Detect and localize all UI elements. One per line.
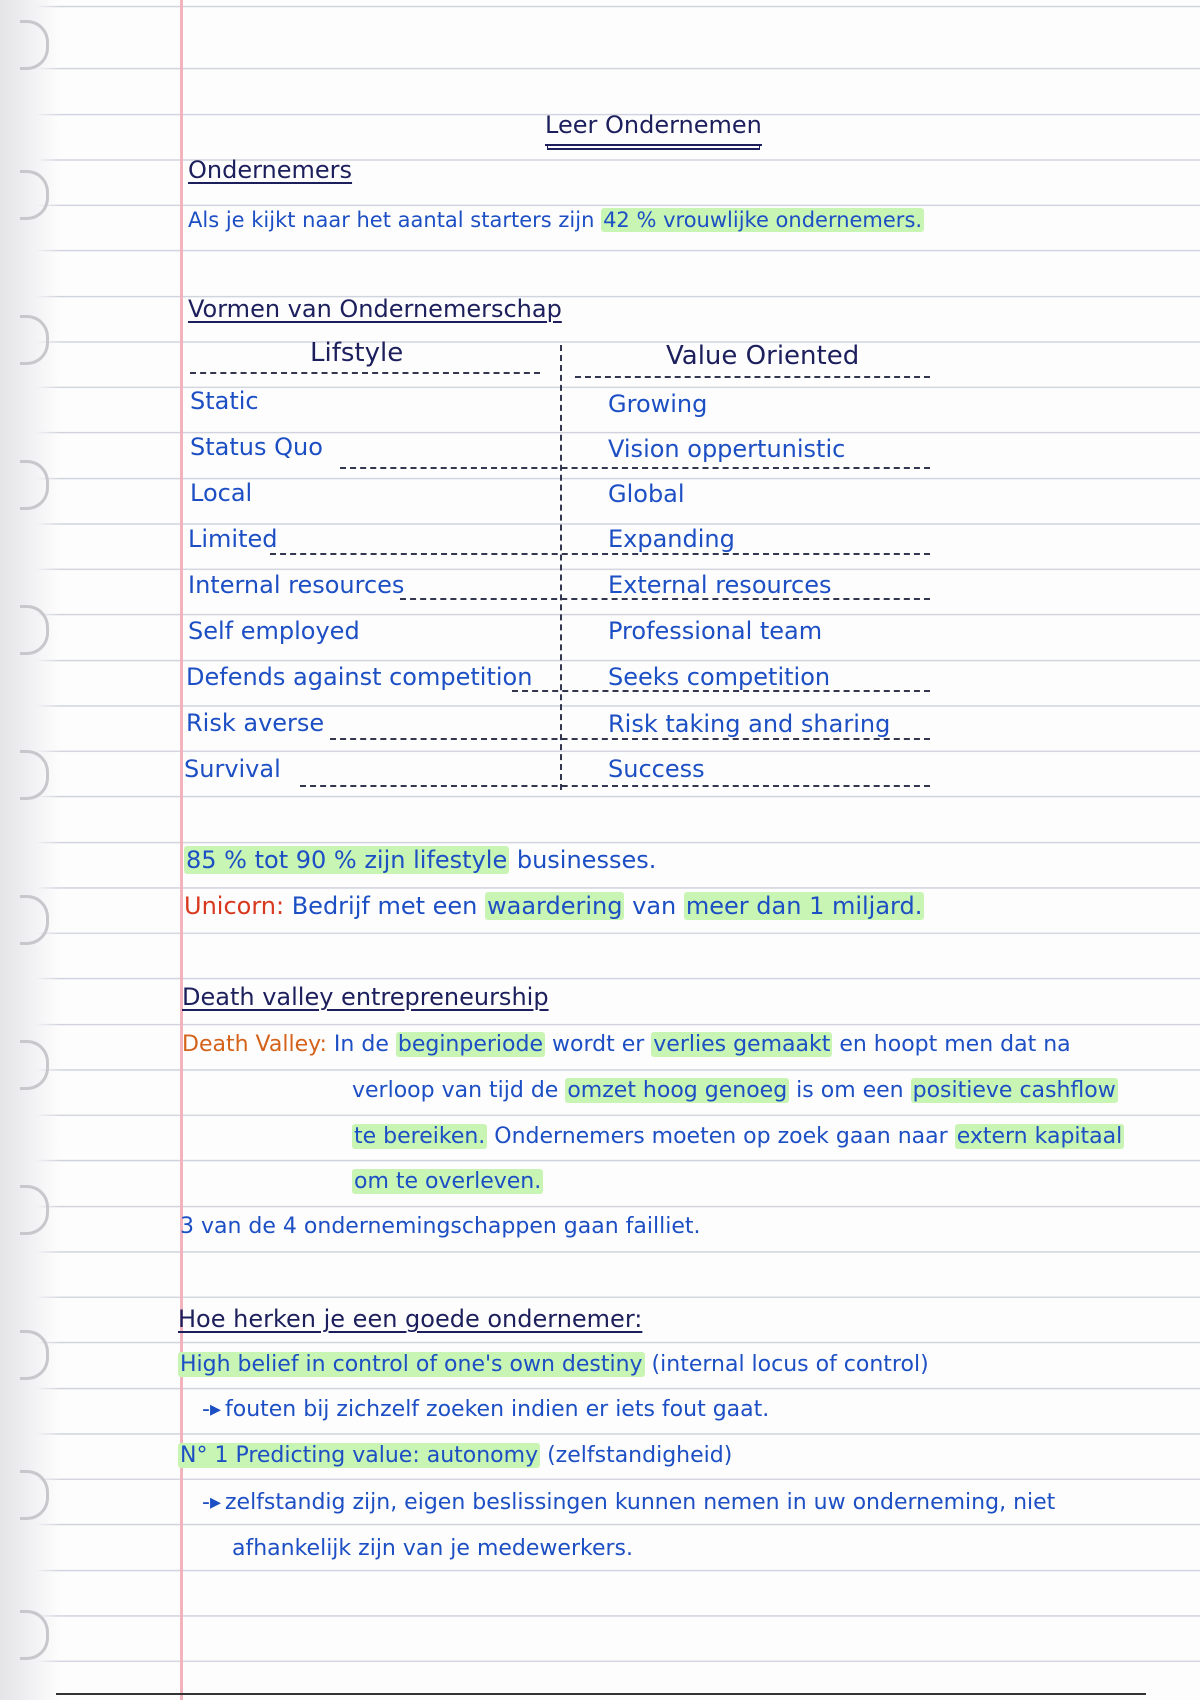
table-cell-right: External resources — [608, 571, 832, 599]
highlighted-text: verlies gemaakt — [653, 1032, 831, 1057]
text-segment: (internal locus of control) — [644, 1352, 929, 1377]
table-cell-right: Professional team — [608, 617, 823, 645]
text-line — [352, 1165, 543, 1199]
text-segment: Als je kijkt naar het aantal starters zijn — [188, 208, 602, 232]
table-cell-left: Internal resources — [188, 571, 405, 599]
highlighted-text: 85 % tot 90 % zijn lifestyle — [186, 846, 508, 874]
text-line: 3 van de 4 ondernemingschappen gaan failliet. — [180, 1214, 701, 1239]
highlighted-text: extern kapitaal — [956, 1124, 1123, 1149]
highlighted-text: 42 % vrouwlijke ondernemers. — [603, 208, 923, 232]
table-cell-left: Local — [190, 479, 253, 507]
table-cell-right: Global — [608, 480, 685, 508]
text-segment: businesses. — [509, 846, 657, 874]
heading-death-valley: Death valley entrepreneurship — [182, 983, 549, 1011]
highlighted-text: om te overleven. — [354, 1169, 542, 1194]
text-line — [178, 1348, 929, 1382]
text-segment: zelfstandig zijn, eigen beslissingen kunnen nemen in uw onderneming, niet — [224, 1490, 1056, 1515]
table-cell-left: Static — [190, 387, 259, 415]
text-segment: van — [624, 892, 684, 920]
highlighted-text: te bereiken. — [354, 1124, 486, 1149]
dashed-column-divider — [560, 345, 562, 790]
text-segment: wordt er — [545, 1032, 652, 1057]
text-line — [178, 1439, 732, 1473]
highlighted-text: N° 1 Predicting value: autonomy — [180, 1443, 539, 1468]
table-cell-left: Survival — [184, 755, 281, 783]
text-line — [352, 1120, 1124, 1154]
text-line — [182, 1028, 1071, 1062]
table-cell-left: Defends against competition — [186, 663, 533, 691]
text-segment: In de — [326, 1032, 396, 1057]
highlighted-text: meer dan 1 miljard. — [685, 892, 923, 920]
text-line — [202, 1486, 1055, 1520]
text-segment: fouten bij zichzelf zoeken indien er iets fout gaat. — [224, 1397, 770, 1422]
arrow-icon: -▸ — [202, 1397, 221, 1422]
column-header-lifestyle: Lifstyle — [310, 338, 404, 368]
bottom-rule — [56, 1693, 1146, 1695]
page-binding — [0, 0, 60, 1700]
table-cell-left: Limited — [188, 525, 278, 553]
table-cell-right: Expanding — [608, 525, 735, 553]
term-label: Unicorn: — [184, 892, 285, 920]
text-segment: Bedrijf met een — [284, 892, 486, 920]
text-segment: verloop van tijd de — [352, 1078, 566, 1103]
heading-ondernemers: Ondernemers — [188, 156, 353, 184]
table-cell-right: Vision oppertunistic — [608, 435, 846, 463]
table-cell-left: Risk averse — [186, 709, 325, 737]
column-header-value-oriented: Value Oriented — [666, 341, 860, 371]
dashed-rule — [270, 553, 930, 555]
heading-goede-ondernemer: Hoe herken je een goede ondernemer: — [178, 1305, 643, 1333]
table-cell-right: Risk taking and sharing — [608, 710, 891, 738]
highlighted-text: positieve cashflow — [912, 1078, 1116, 1103]
text-segment: Ondernemers moeten op zoek gaan naar — [487, 1124, 955, 1149]
highlighted-text: beginperiode — [397, 1032, 543, 1057]
text-line: afhankelijk zijn van je medewerkers. — [232, 1536, 633, 1561]
table-cell-right: Growing — [608, 390, 708, 418]
text-line — [188, 203, 924, 237]
text-line — [184, 843, 656, 877]
heading-vormen: Vormen van Ondernemerschap — [188, 295, 562, 323]
dashed-rule — [190, 372, 540, 374]
text-line — [352, 1074, 1118, 1108]
table-cell-left: Self employed — [188, 617, 360, 645]
highlighted-text: waardering — [487, 892, 623, 920]
highlighted-text: omzet hoog genoeg — [567, 1078, 788, 1103]
text-line — [202, 1393, 769, 1427]
arrow-icon: -▸ — [202, 1490, 221, 1515]
text-segment: en hoopt men dat na — [832, 1032, 1071, 1057]
dashed-rule — [575, 376, 930, 378]
text-line — [184, 889, 924, 923]
table-cell-left: Status Quo — [190, 433, 323, 461]
text-segment: is om een — [789, 1078, 911, 1103]
text-segment: (zelfstandigheid) — [540, 1443, 733, 1468]
highlighted-text: High belief in control of one's own destiny — [180, 1352, 643, 1377]
term-label: Death Valley: — [182, 1032, 327, 1057]
page-title: Leer Ondernemen — [545, 108, 762, 146]
table-cell-right: Success — [608, 755, 705, 783]
dashed-rule — [340, 467, 930, 469]
table-cell-right: Seeks competition — [608, 663, 831, 691]
